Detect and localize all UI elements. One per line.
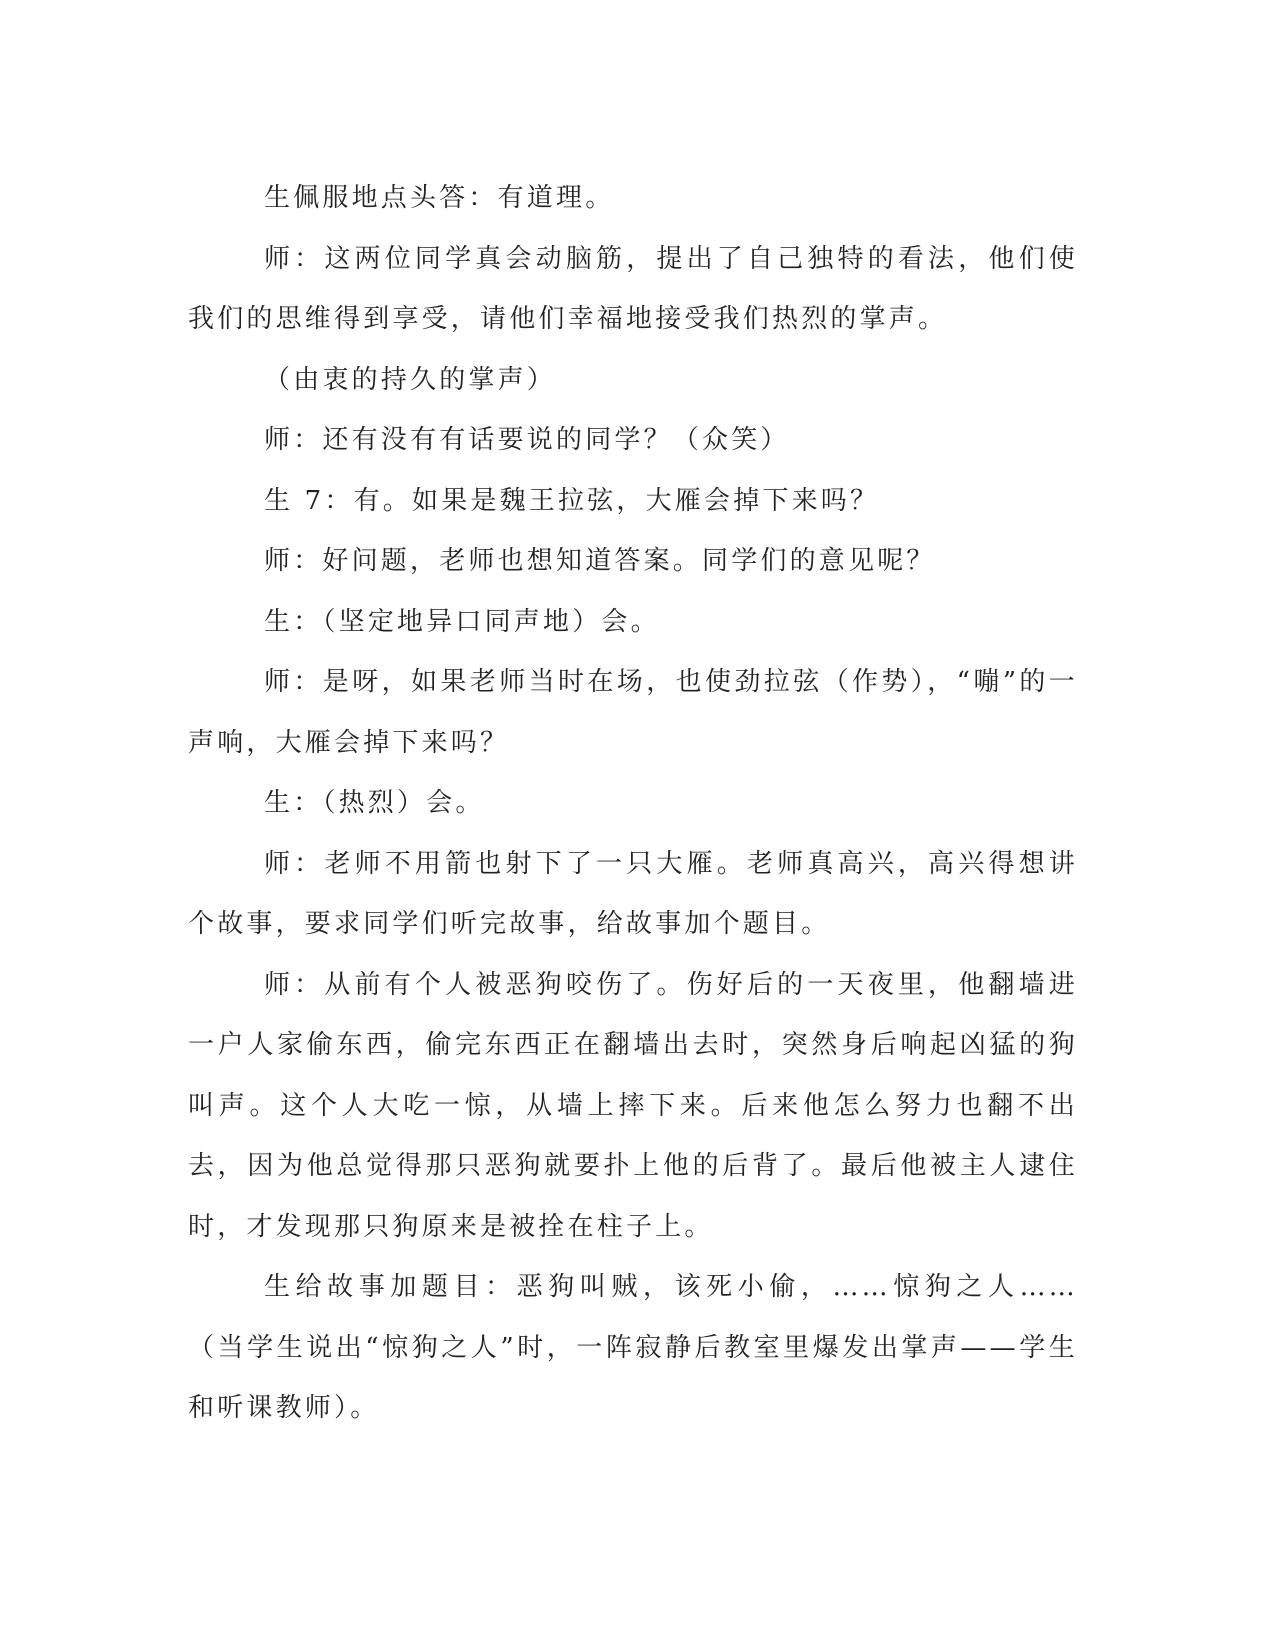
paragraph-1: 生佩服地点头答：有道理。	[264, 183, 615, 213]
paragraph-8: 师：是呀，如果老师当时在场，也使劲拉弦（作势），“嘣”的一声响，大雁会掉下来吗？	[188, 667, 1078, 758]
paragraph-2: 师：这两位同学真会动脑筋，提出了自己独特的看法，他们使我们的思维得到享受，请他们幸福地接受我们热烈的掌声。	[188, 243, 1078, 334]
paragraph-3: （由衷的持久的掌声）	[264, 364, 557, 395]
paragraph-6: 师：好问题，老师也想知道答案。同学们的意见呢？	[264, 546, 936, 576]
paragraph-4: 师：还有没有有话要说的同学？（众笑）	[264, 425, 790, 455]
paragraph-12: 生给故事加题目：恶狗叫贼，该死小偷，……惊狗之人……（当学生说出“惊狗之人”时，一阵寂静后教室里爆发出掌声——学生和听课教师）。	[188, 1272, 1078, 1423]
paragraph-10: 师：老师不用箭也射下了一只大雁。老师真高兴，高兴得想讲个故事，要求同学们听完故事，给故事加个题目。	[188, 848, 1078, 939]
paragraph-5: 生 7：有。如果是魏王拉弦，大雁会掉下来吗？	[264, 485, 880, 516]
paragraph-7: 生：（坚定地异口同声地）会。	[264, 606, 660, 637]
paragraph-11: 师：从前有个人被恶狗咬伤了。伤好后的一天夜里，他翻墙进一户人家偷东西，偷完东西正在翻墙出去时，突然身后响起凶猛的狗叫声。这个人大吃一惊，从墙上摔下来。后来他怎么努力也翻不出去，因为他总觉得那只恶狗就要扑上他的后背了。最后他被主人逮住时，才发现那只狗原来是被拴在柱子上。	[188, 969, 1078, 1242]
body-text	[188, 168, 1078, 1439]
paragraph-9: 生：（热烈）会。	[264, 788, 485, 818]
